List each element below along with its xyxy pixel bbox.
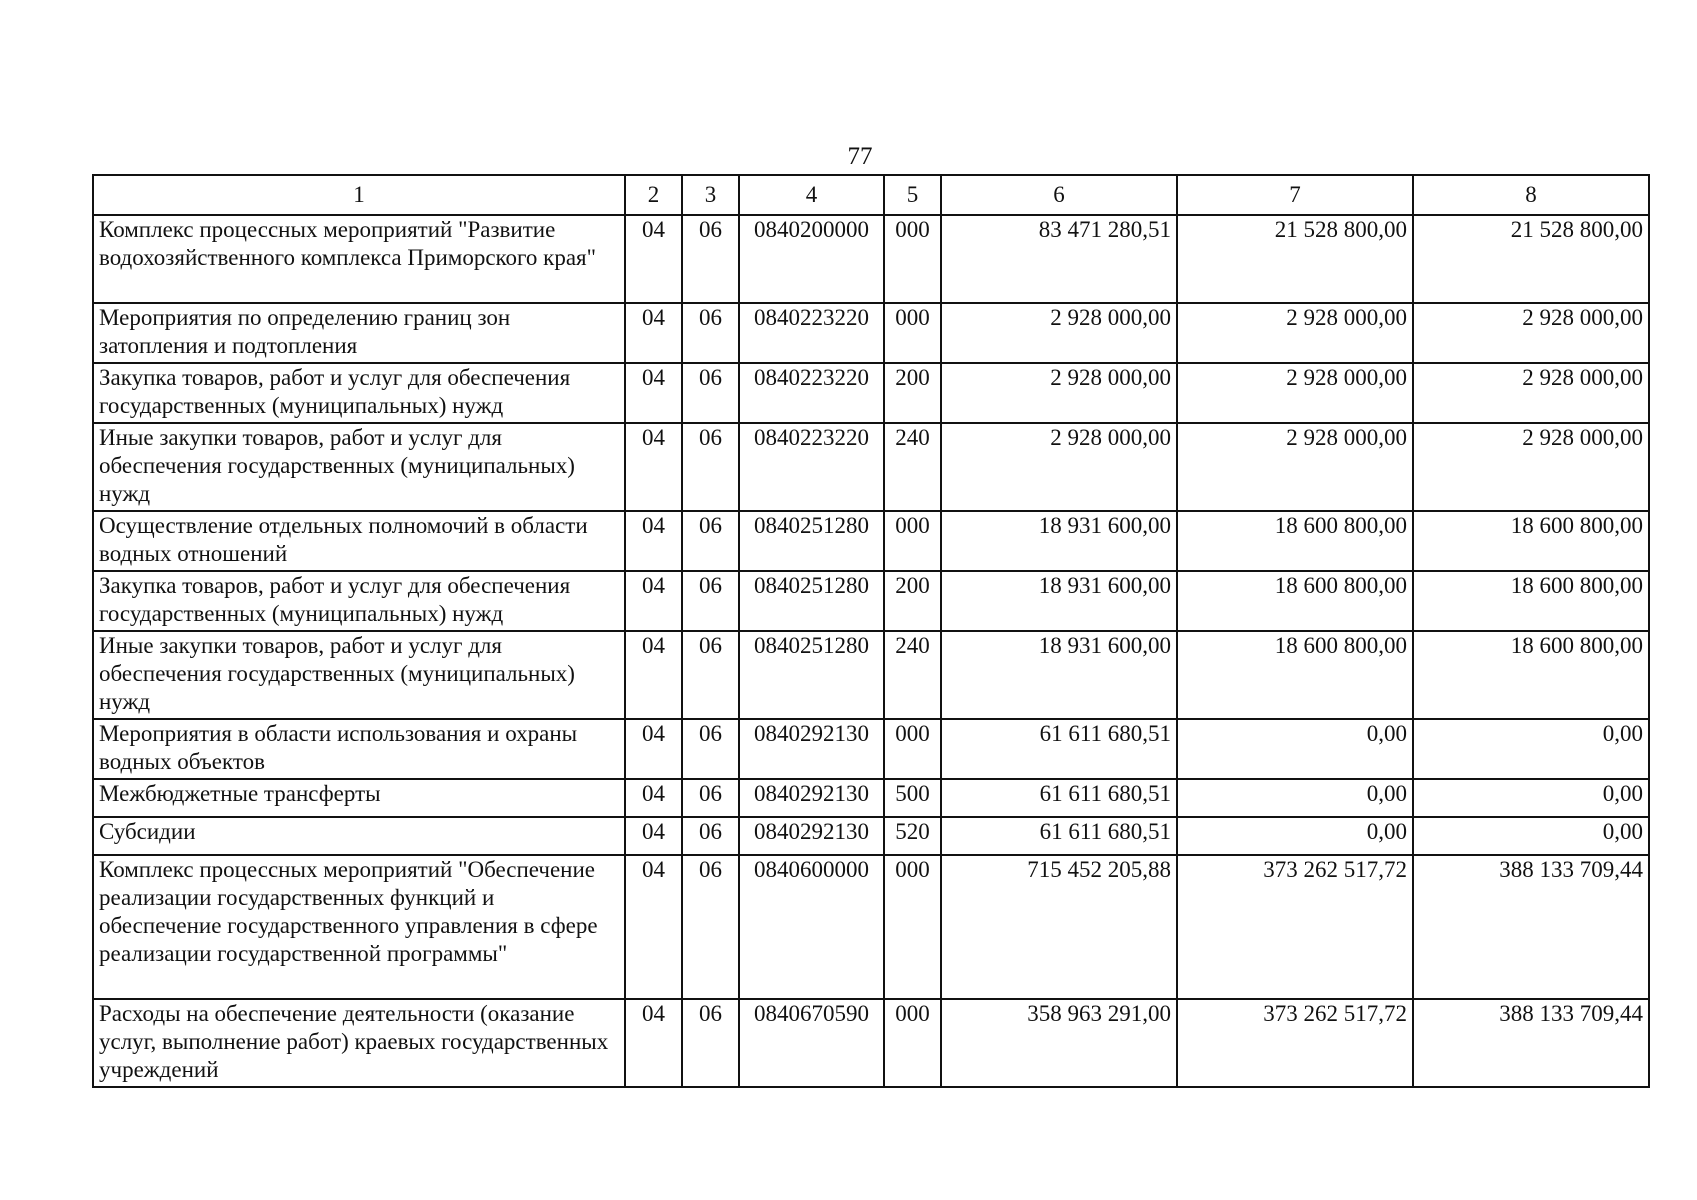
amount-col-6: 358 963 291,00 (941, 999, 1177, 1087)
section-code: 04 (625, 817, 682, 855)
target-article-code: 0840251280 (739, 511, 884, 571)
subsection-code: 06 (682, 571, 739, 631)
row-name: Иные закупки товаров, работ и услуг для обеспечения государственных (муниципальных) нужд (93, 631, 625, 719)
subsection-code: 06 (682, 631, 739, 719)
header-row (93, 175, 1649, 215)
amount-col-7: 373 262 517,72 (1177, 999, 1413, 1087)
header-cell: 2 (625, 175, 682, 215)
header-cell: 6 (941, 175, 1177, 215)
expense-type-code: 000 (884, 719, 941, 779)
amount-col-7: 18 600 800,00 (1177, 631, 1413, 719)
row-name: Мероприятия в области использования и охраны водных объектов (93, 719, 625, 779)
section-code: 04 (625, 571, 682, 631)
table-row (93, 363, 1649, 423)
row-name: Иные закупки товаров, работ и услуг для обеспечения государственных (муниципальных) нужд (93, 423, 625, 511)
amount-col-7: 18 600 800,00 (1177, 571, 1413, 631)
amount-col-7: 18 600 800,00 (1177, 511, 1413, 571)
budget-table (92, 174, 1650, 1088)
amount-col-8: 21 528 800,00 (1413, 215, 1649, 303)
amount-col-7: 2 928 000,00 (1177, 423, 1413, 511)
table-row (93, 571, 1649, 631)
amount-col-8: 0,00 (1413, 779, 1649, 817)
amount-col-6: 61 611 680,51 (941, 779, 1177, 817)
amount-col-6: 2 928 000,00 (941, 363, 1177, 423)
amount-col-6: 2 928 000,00 (941, 423, 1177, 511)
row-name: Мероприятия по определению границ зон затопления и подтопления (93, 303, 625, 363)
subsection-code: 06 (682, 215, 739, 303)
table-row (93, 817, 1649, 855)
expense-type-code: 500 (884, 779, 941, 817)
row-name: Закупка товаров, работ и услуг для обеспечения государственных (муниципальных) нужд (93, 571, 625, 631)
page-number: 77 (847, 143, 873, 170)
target-article-code: 0840292130 (739, 719, 884, 779)
row-name: Закупка товаров, работ и услуг для обеспечения государственных (муниципальных) нужд (93, 363, 625, 423)
amount-col-6: 61 611 680,51 (941, 817, 1177, 855)
amount-col-6: 18 931 600,00 (941, 571, 1177, 631)
section-code: 04 (625, 303, 682, 363)
subsection-code: 06 (682, 363, 739, 423)
amount-col-6: 2 928 000,00 (941, 303, 1177, 363)
expense-type-code: 000 (884, 303, 941, 363)
table-row (93, 423, 1649, 511)
target-article-code: 0840200000 (739, 215, 884, 303)
target-article-code: 0840251280 (739, 631, 884, 719)
target-article-code: 0840223220 (739, 303, 884, 363)
subsection-code: 06 (682, 817, 739, 855)
amount-col-7: 2 928 000,00 (1177, 303, 1413, 363)
header-cell: 8 (1413, 175, 1649, 215)
table-row (93, 999, 1649, 1087)
section-code: 04 (625, 423, 682, 511)
amount-col-8: 18 600 800,00 (1413, 631, 1649, 719)
section-code: 04 (625, 855, 682, 999)
target-article-code: 0840292130 (739, 779, 884, 817)
amount-col-7: 21 528 800,00 (1177, 215, 1413, 303)
table-row (93, 631, 1649, 719)
section-code: 04 (625, 511, 682, 571)
amount-col-8: 2 928 000,00 (1413, 423, 1649, 511)
target-article-code: 0840292130 (739, 817, 884, 855)
amount-col-8: 18 600 800,00 (1413, 571, 1649, 631)
header-cell: 3 (682, 175, 739, 215)
row-name: Субсидии (93, 817, 625, 855)
target-article-code: 0840670590 (739, 999, 884, 1087)
section-code: 04 (625, 363, 682, 423)
section-code: 04 (625, 999, 682, 1087)
target-article-code: 0840223220 (739, 363, 884, 423)
amount-col-8: 388 133 709,44 (1413, 855, 1649, 999)
subsection-code: 06 (682, 779, 739, 817)
target-article-code: 0840223220 (739, 423, 884, 511)
section-code: 04 (625, 215, 682, 303)
amount-col-6: 18 931 600,00 (941, 511, 1177, 571)
header-cell: 1 (93, 175, 625, 215)
amount-col-8: 388 133 709,44 (1413, 999, 1649, 1087)
row-name: Комплекс процессных мероприятий "Обеспечение реализации государственных функций и обеспечение государственного управления в сфере реализации государственной программы" (93, 855, 625, 999)
subsection-code: 06 (682, 719, 739, 779)
subsection-code: 06 (682, 303, 739, 363)
amount-col-7: 0,00 (1177, 719, 1413, 779)
table-row (93, 779, 1649, 817)
amount-col-8: 2 928 000,00 (1413, 363, 1649, 423)
expense-type-code: 200 (884, 571, 941, 631)
target-article-code: 0840251280 (739, 571, 884, 631)
table-row (93, 719, 1649, 779)
row-name: Осуществление отдельных полномочий в области водных отношений (93, 511, 625, 571)
subsection-code: 06 (682, 511, 739, 571)
table-row (93, 511, 1649, 571)
expense-type-code: 000 (884, 215, 941, 303)
amount-col-6: 61 611 680,51 (941, 719, 1177, 779)
amount-col-7: 0,00 (1177, 817, 1413, 855)
amount-col-6: 83 471 280,51 (941, 215, 1177, 303)
expense-type-code: 240 (884, 423, 941, 511)
header-cell: 4 (739, 175, 884, 215)
subsection-code: 06 (682, 423, 739, 511)
row-name: Межбюджетные трансферты (93, 779, 625, 817)
expense-type-code: 240 (884, 631, 941, 719)
section-code: 04 (625, 719, 682, 779)
expense-type-code: 520 (884, 817, 941, 855)
table-row (93, 303, 1649, 363)
table-row (93, 215, 1649, 303)
expense-type-code: 200 (884, 363, 941, 423)
amount-col-7: 0,00 (1177, 779, 1413, 817)
expense-type-code: 000 (884, 511, 941, 571)
section-code: 04 (625, 779, 682, 817)
target-article-code: 0840600000 (739, 855, 884, 999)
amount-col-7: 373 262 517,72 (1177, 855, 1413, 999)
header-cell: 5 (884, 175, 941, 215)
amount-col-6: 18 931 600,00 (941, 631, 1177, 719)
row-name: Расходы на обеспечение деятельности (оказание услуг, выполнение работ) краевых государственных учреждений (93, 999, 625, 1087)
amount-col-8: 0,00 (1413, 817, 1649, 855)
row-name: Комплекс процессных мероприятий "Развитие водохозяйственного комплекса Приморского края" (93, 215, 625, 303)
subsection-code: 06 (682, 855, 739, 999)
amount-col-8: 0,00 (1413, 719, 1649, 779)
amount-col-7: 2 928 000,00 (1177, 363, 1413, 423)
section-code: 04 (625, 631, 682, 719)
expense-type-code: 000 (884, 855, 941, 999)
header-cell: 7 (1177, 175, 1413, 215)
amount-col-6: 715 452 205,88 (941, 855, 1177, 999)
expense-type-code: 000 (884, 999, 941, 1087)
subsection-code: 06 (682, 999, 739, 1087)
amount-col-8: 2 928 000,00 (1413, 303, 1649, 363)
amount-col-8: 18 600 800,00 (1413, 511, 1649, 571)
table-row (93, 855, 1649, 999)
